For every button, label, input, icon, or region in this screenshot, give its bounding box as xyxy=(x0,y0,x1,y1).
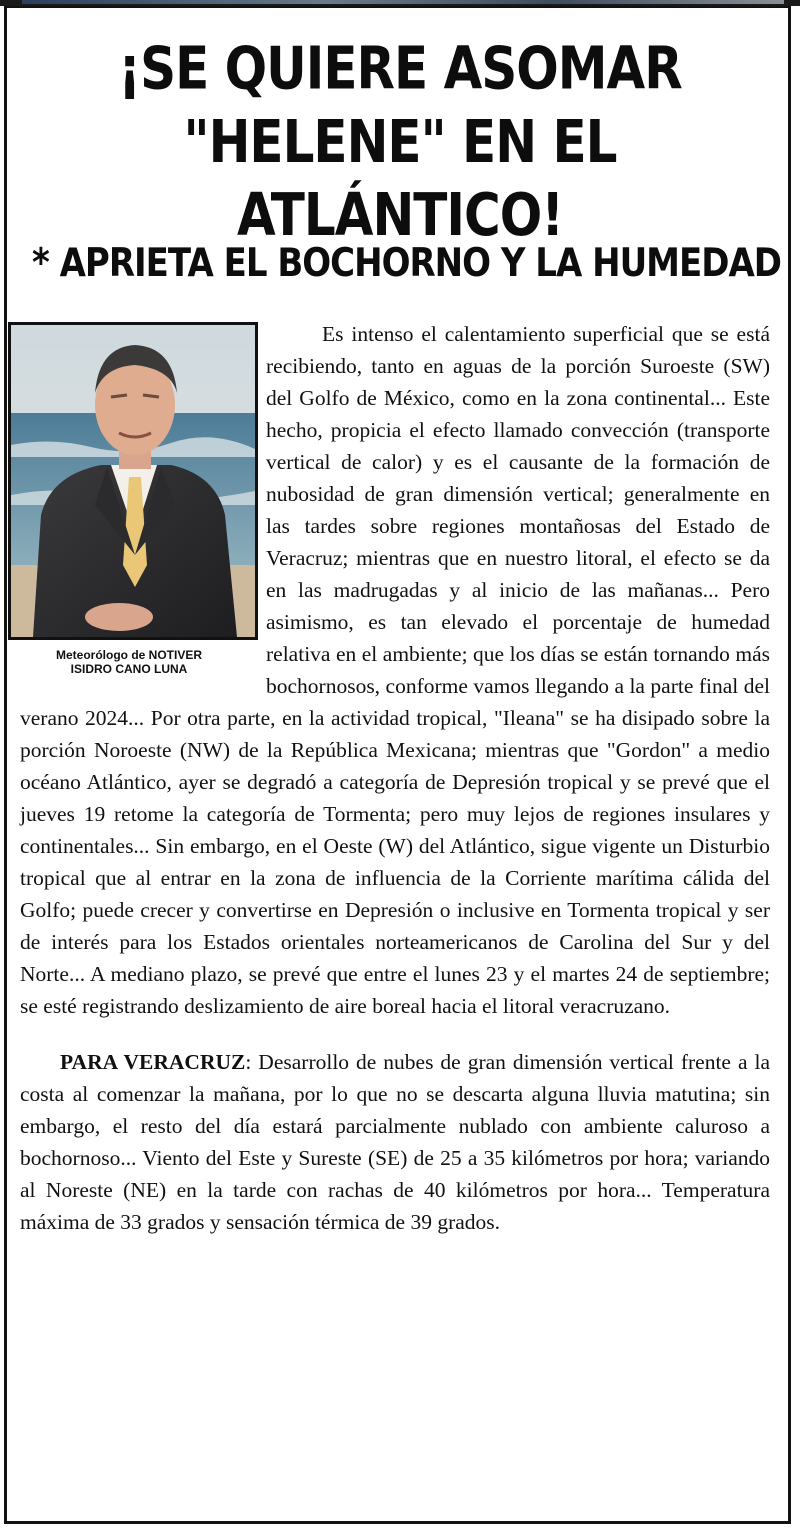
caption-name: ISIDRO CANO LUNA xyxy=(70,662,188,676)
top-strip-image xyxy=(22,0,784,4)
forecast-paragraph xyxy=(20,1046,770,1238)
caption-role: Meteorólogo de NOTIVER xyxy=(55,648,202,662)
forecast-text: : Desarrollo de nubes de gran dimensión vertical frente a la costa al comenzar la mañana, por lo que no se descarta alguna lluvia matutina; sin embargo, el resto del día estará parcialmente nublado con ambiente caluroso a bochornoso... Viento del Este y Sureste (SE) de 25 a 35 kilómetros por hora; variando al Noreste (NE) en la tarde con rachas de 40 kilómetros por hora... Temperatura máxima de 33 grados y sensación térmica de 39 grados. xyxy=(20,1050,770,1234)
headline-line-2: "HELENE" EN EL ATLÁNTICO! xyxy=(183,107,617,250)
photo-wrap-spacer xyxy=(20,318,266,702)
forecast-label: PARA VERACRUZ xyxy=(60,1050,246,1074)
article-paragraph-1: Es intenso el calentamiento superficial que se está recibiendo, tanto en aguas de la porción Suroeste (SW) del Golfo de México, como en la zona continental... Este hecho, propicia el efecto llamado convección (transporte vertical de calor) y es el causante de la formación de nubosidad de gran dimensión vertical; generalmente en las tardes sobre regiones montañosas del Estado de Veracruz; mientras que en nuestro litoral, el efecto se da en las madrugadas y al inicio de las mañanas... Pero asimismo, es tan elevado el porcentaje de humedad relativa en el ambiente; que los días se están tornando más bochornosos, conforme vamos llegando a la parte final del verano 2024... Por otra parte, en la actividad tropical, "Ileana" se ha disipado sobre la porción Noroeste (NW) de la República Mexicana; mientras que "Gordon" a medio océano Atlántico, ayer se degradó a categoría de Depresión tropical y se prevé que el jueves 19 retome la categoría de Tormenta; pero muy lejos de regiones insulares y continentales... Sin embargo, en el Oeste (W) del Atlántico, sigue vigente un Disturbio tropical que al entrar en la zona de influencia de la Corriente marítima cálida del Golfo; puede crecer y convertirse en Depresión o inclusive en Tormenta tropical y ser de interés para los Estados orientales norteamericanos de Carolina del Sur y del Norte... A mediano plazo, se prevé que entre el lunes 23 y el martes 24 de septiembre; se esté registrando deslizamiento de aire boreal hacia el litoral veracruzano. xyxy=(20,322,770,1018)
headline xyxy=(20,32,780,251)
subheadline: * APRIETA EL BOCHORNO Y LA HUMEDAD xyxy=(32,240,781,287)
headline-line-1: ¡SE QUIERE ASOMAR xyxy=(118,34,682,103)
article-body xyxy=(20,318,770,1238)
